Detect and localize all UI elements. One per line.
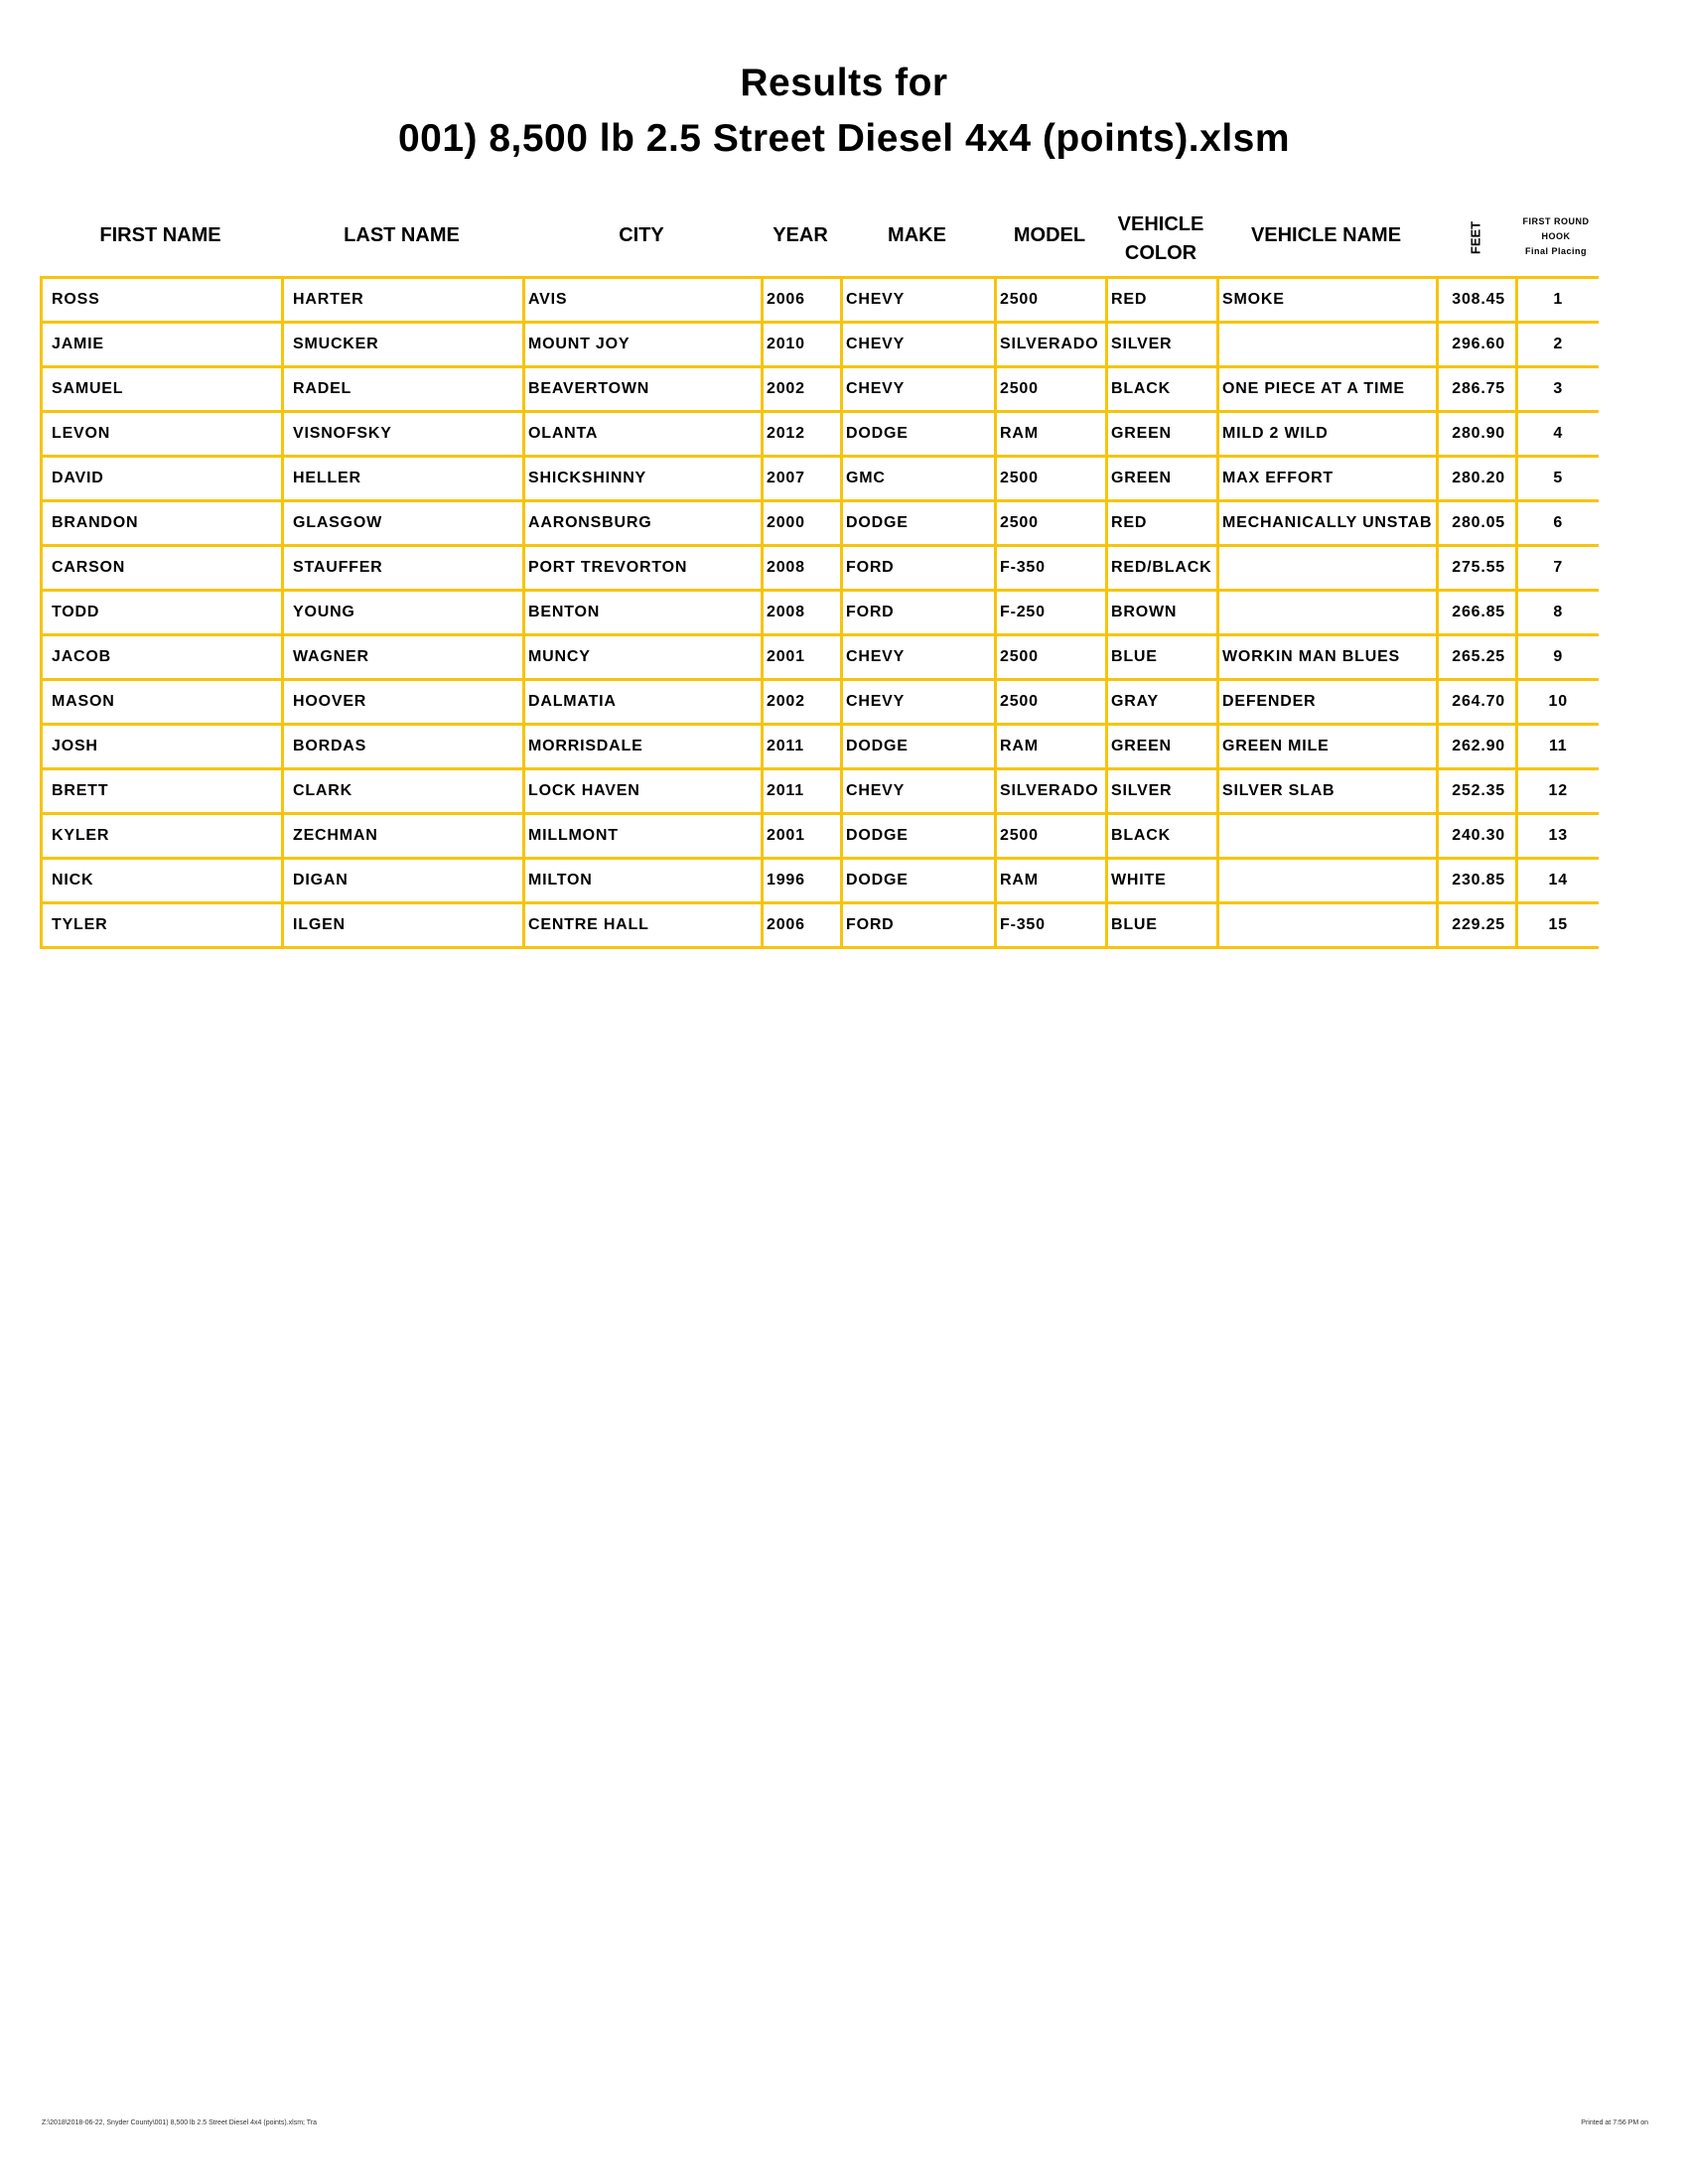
cell-vehicle-name (1218, 859, 1438, 903)
header-placing-line3: Final Placing (1524, 246, 1587, 256)
header-placing-line2: HOOK (1541, 231, 1571, 241)
cell-vehicle-color: GRAY (1107, 680, 1218, 725)
header-city: CITY (619, 224, 664, 246)
cell-vehicle-color: RED (1107, 278, 1218, 323)
cell-year: 2008 (763, 546, 842, 591)
cell-year: 2001 (763, 814, 842, 859)
cell-model: RAM (996, 725, 1107, 769)
cell-first-name: CARSON (42, 546, 283, 591)
cell-last-name: SMUCKER (283, 323, 524, 367)
table-row (42, 412, 1599, 457)
cell-year: 2002 (763, 367, 842, 412)
cell-year: 2010 (763, 323, 842, 367)
cell-last-name: GLASGOW (283, 501, 524, 546)
cell-placing: 1 (1517, 278, 1599, 323)
cell-vehicle-name: MAX EFFORT (1218, 457, 1438, 501)
cell-first-name: JAMIE (42, 323, 283, 367)
cell-vehicle-color: BLACK (1107, 814, 1218, 859)
cell-last-name: HELLER (283, 457, 524, 501)
cell-city: OLANTA (524, 412, 763, 457)
cell-first-name: ROSS (42, 278, 283, 323)
table-row (42, 501, 1599, 546)
cell-make: CHEVY (842, 367, 996, 412)
cell-last-name: ILGEN (283, 903, 524, 948)
cell-placing: 14 (1517, 859, 1599, 903)
cell-make: DODGE (842, 814, 996, 859)
header-vehicle-name: VEHICLE NAME (1250, 224, 1402, 246)
cell-vehicle-name: SMOKE (1218, 278, 1438, 323)
cell-placing: 15 (1517, 903, 1599, 948)
cell-feet: 308.45 (1438, 278, 1517, 323)
cell-city: LOCK HAVEN (524, 769, 763, 814)
header-vehicle-color-line2: COLOR (1124, 242, 1197, 264)
header-vehicle-color-line1: VEHICLE (1117, 213, 1204, 235)
cell-placing: 4 (1517, 412, 1599, 457)
cell-last-name: HARTER (283, 278, 524, 323)
cell-first-name: BRANDON (42, 501, 283, 546)
cell-make: DODGE (842, 501, 996, 546)
cell-vehicle-color: SILVER (1107, 323, 1218, 367)
cell-city: CENTRE HALL (524, 903, 763, 948)
table-row (42, 457, 1599, 501)
cell-placing: 2 (1517, 323, 1599, 367)
cell-city: MUNCY (524, 635, 763, 680)
cell-city: DALMATIA (524, 680, 763, 725)
header-make: MAKE (888, 224, 946, 246)
header-feet: FEET (1468, 220, 1483, 255)
cell-make: DODGE (842, 859, 996, 903)
cell-make: DODGE (842, 725, 996, 769)
cell-vehicle-color: BROWN (1107, 591, 1218, 635)
cell-year: 2007 (763, 457, 842, 501)
cell-first-name: JOSH (42, 725, 283, 769)
cell-last-name: CLARK (283, 769, 524, 814)
cell-feet: 262.90 (1438, 725, 1517, 769)
cell-vehicle-color: RED (1107, 501, 1218, 546)
cell-last-name: RADEL (283, 367, 524, 412)
cell-model: RAM (996, 412, 1107, 457)
header-year: YEAR (773, 224, 828, 246)
cell-model: F-350 (996, 903, 1107, 948)
header-placing-line1: FIRST ROUND (1522, 216, 1590, 226)
cell-model: SILVERADO (996, 769, 1107, 814)
cell-first-name: BRETT (42, 769, 283, 814)
cell-first-name: TYLER (42, 903, 283, 948)
cell-last-name: WAGNER (283, 635, 524, 680)
cell-placing: 3 (1517, 367, 1599, 412)
table-row (42, 367, 1599, 412)
table-row (42, 814, 1599, 859)
header-vehicle-color (1105, 210, 1216, 268)
cell-feet: 286.75 (1438, 367, 1517, 412)
cell-year: 2002 (763, 680, 842, 725)
cell-year: 2011 (763, 769, 842, 814)
cell-vehicle-color: RED/BLACK (1107, 546, 1218, 591)
cell-city: MILTON (524, 859, 763, 903)
header-placing (1515, 214, 1597, 259)
cell-make: CHEVY (842, 680, 996, 725)
cell-city: MOUNT JOY (524, 323, 763, 367)
cell-city: MILLMONT (524, 814, 763, 859)
table-row (42, 903, 1599, 948)
cell-first-name: SAMUEL (42, 367, 283, 412)
table-row (42, 635, 1599, 680)
cell-year: 2008 (763, 591, 842, 635)
cell-last-name: VISNOFSKY (283, 412, 524, 457)
cell-feet: 230.85 (1438, 859, 1517, 903)
cell-model: F-250 (996, 591, 1107, 635)
table-row (42, 769, 1599, 814)
footer-printed-at: Printed at 7:56 PM on (1581, 2119, 1648, 2126)
cell-vehicle-color: GREEN (1107, 412, 1218, 457)
cell-vehicle-name: DEFENDER (1218, 680, 1438, 725)
cell-model: 2500 (996, 635, 1107, 680)
cell-model: 2500 (996, 278, 1107, 323)
cell-placing: 9 (1517, 635, 1599, 680)
cell-placing: 5 (1517, 457, 1599, 501)
cell-vehicle-name (1218, 591, 1438, 635)
cell-last-name: YOUNG (283, 591, 524, 635)
cell-make: FORD (842, 591, 996, 635)
cell-feet: 280.20 (1438, 457, 1517, 501)
cell-placing: 10 (1517, 680, 1599, 725)
cell-vehicle-color: GREEN (1107, 457, 1218, 501)
cell-vehicle-name (1218, 323, 1438, 367)
cell-make: DODGE (842, 412, 996, 457)
cell-model: 2500 (996, 680, 1107, 725)
cell-vehicle-name (1218, 814, 1438, 859)
cell-vehicle-name: WORKIN MAN BLUES (1218, 635, 1438, 680)
cell-first-name: KYLER (42, 814, 283, 859)
cell-first-name: MASON (42, 680, 283, 725)
cell-year: 1996 (763, 859, 842, 903)
cell-model: RAM (996, 859, 1107, 903)
cell-city: AARONSBURG (524, 501, 763, 546)
cell-feet: 264.70 (1438, 680, 1517, 725)
cell-vehicle-name: MILD 2 WILD (1218, 412, 1438, 457)
cell-feet: 265.25 (1438, 635, 1517, 680)
table-row (42, 859, 1599, 903)
cell-vehicle-color: BLUE (1107, 635, 1218, 680)
cell-city: SHICKSHINNY (524, 457, 763, 501)
cell-vehicle-color: BLUE (1107, 903, 1218, 948)
cell-vehicle-color: GREEN (1107, 725, 1218, 769)
cell-make: FORD (842, 903, 996, 948)
cell-feet: 280.05 (1438, 501, 1517, 546)
footer-file-path: Z:\2018\2018-06-22, Snyder County\001) 8,500 lb 2.5 Street Diesel 4x4 (points).xlsm; Tra (42, 2119, 318, 2126)
cell-first-name: NICK (42, 859, 283, 903)
cell-first-name: TODD (42, 591, 283, 635)
cell-placing: 11 (1517, 725, 1599, 769)
title-line-2: 001) 8,500 lb 2.5 Street Diesel 4x4 (points).xlsm (397, 117, 1291, 160)
cell-city: PORT TREVORTON (524, 546, 763, 591)
cell-placing: 13 (1517, 814, 1599, 859)
cell-city: AVIS (524, 278, 763, 323)
cell-model: SILVERADO (996, 323, 1107, 367)
cell-year: 2006 (763, 903, 842, 948)
cell-model: 2500 (996, 457, 1107, 501)
cell-last-name: HOOVER (283, 680, 524, 725)
cell-vehicle-color: SILVER (1107, 769, 1218, 814)
cell-model: 2500 (996, 367, 1107, 412)
results-table (40, 276, 1599, 949)
header-last-name: LAST NAME (344, 224, 460, 246)
cell-vehicle-name: ONE PIECE AT A TIME (1218, 367, 1438, 412)
cell-feet: 240.30 (1438, 814, 1517, 859)
cell-vehicle-name (1218, 546, 1438, 591)
table-row (42, 278, 1599, 323)
cell-vehicle-name: MECHANICALLY UNSTAB (1218, 501, 1438, 546)
cell-model: F-350 (996, 546, 1107, 591)
table-row (42, 323, 1599, 367)
cell-year: 2000 (763, 501, 842, 546)
cell-make: FORD (842, 546, 996, 591)
cell-model: 2500 (996, 501, 1107, 546)
cell-model: 2500 (996, 814, 1107, 859)
cell-feet: 229.25 (1438, 903, 1517, 948)
cell-feet: 275.55 (1438, 546, 1517, 591)
cell-city: BEAVERTOWN (524, 367, 763, 412)
cell-city: BENTON (524, 591, 763, 635)
cell-make: CHEVY (842, 278, 996, 323)
table-row (42, 680, 1599, 725)
cell-vehicle-name (1218, 903, 1438, 948)
cell-make: CHEVY (842, 635, 996, 680)
cell-first-name: JACOB (42, 635, 283, 680)
cell-placing: 6 (1517, 501, 1599, 546)
cell-placing: 7 (1517, 546, 1599, 591)
cell-first-name: DAVID (42, 457, 283, 501)
cell-vehicle-color: WHITE (1107, 859, 1218, 903)
cell-feet: 280.90 (1438, 412, 1517, 457)
cell-vehicle-name: SILVER SLAB (1218, 769, 1438, 814)
title-line-1: Results for (740, 62, 948, 104)
cell-vehicle-color: BLACK (1107, 367, 1218, 412)
table-row (42, 725, 1599, 769)
cell-last-name: ZECHMAN (283, 814, 524, 859)
table-row (42, 546, 1599, 591)
cell-year: 2012 (763, 412, 842, 457)
cell-last-name: STAUFFER (283, 546, 524, 591)
cell-feet: 266.85 (1438, 591, 1517, 635)
cell-feet: 296.60 (1438, 323, 1517, 367)
cell-last-name: DIGAN (283, 859, 524, 903)
cell-make: CHEVY (842, 323, 996, 367)
header-first-name: FIRST NAME (99, 224, 221, 246)
cell-city: MORRISDALE (524, 725, 763, 769)
cell-feet: 252.35 (1438, 769, 1517, 814)
cell-year: 2011 (763, 725, 842, 769)
cell-placing: 8 (1517, 591, 1599, 635)
header-model: MODEL (1013, 224, 1086, 246)
cell-year: 2001 (763, 635, 842, 680)
cell-make: GMC (842, 457, 996, 501)
cell-first-name: LEVON (42, 412, 283, 457)
cell-make: CHEVY (842, 769, 996, 814)
cell-placing: 12 (1517, 769, 1599, 814)
cell-last-name: BORDAS (283, 725, 524, 769)
cell-year: 2006 (763, 278, 842, 323)
cell-vehicle-name: GREEN MILE (1218, 725, 1438, 769)
table-row (42, 591, 1599, 635)
